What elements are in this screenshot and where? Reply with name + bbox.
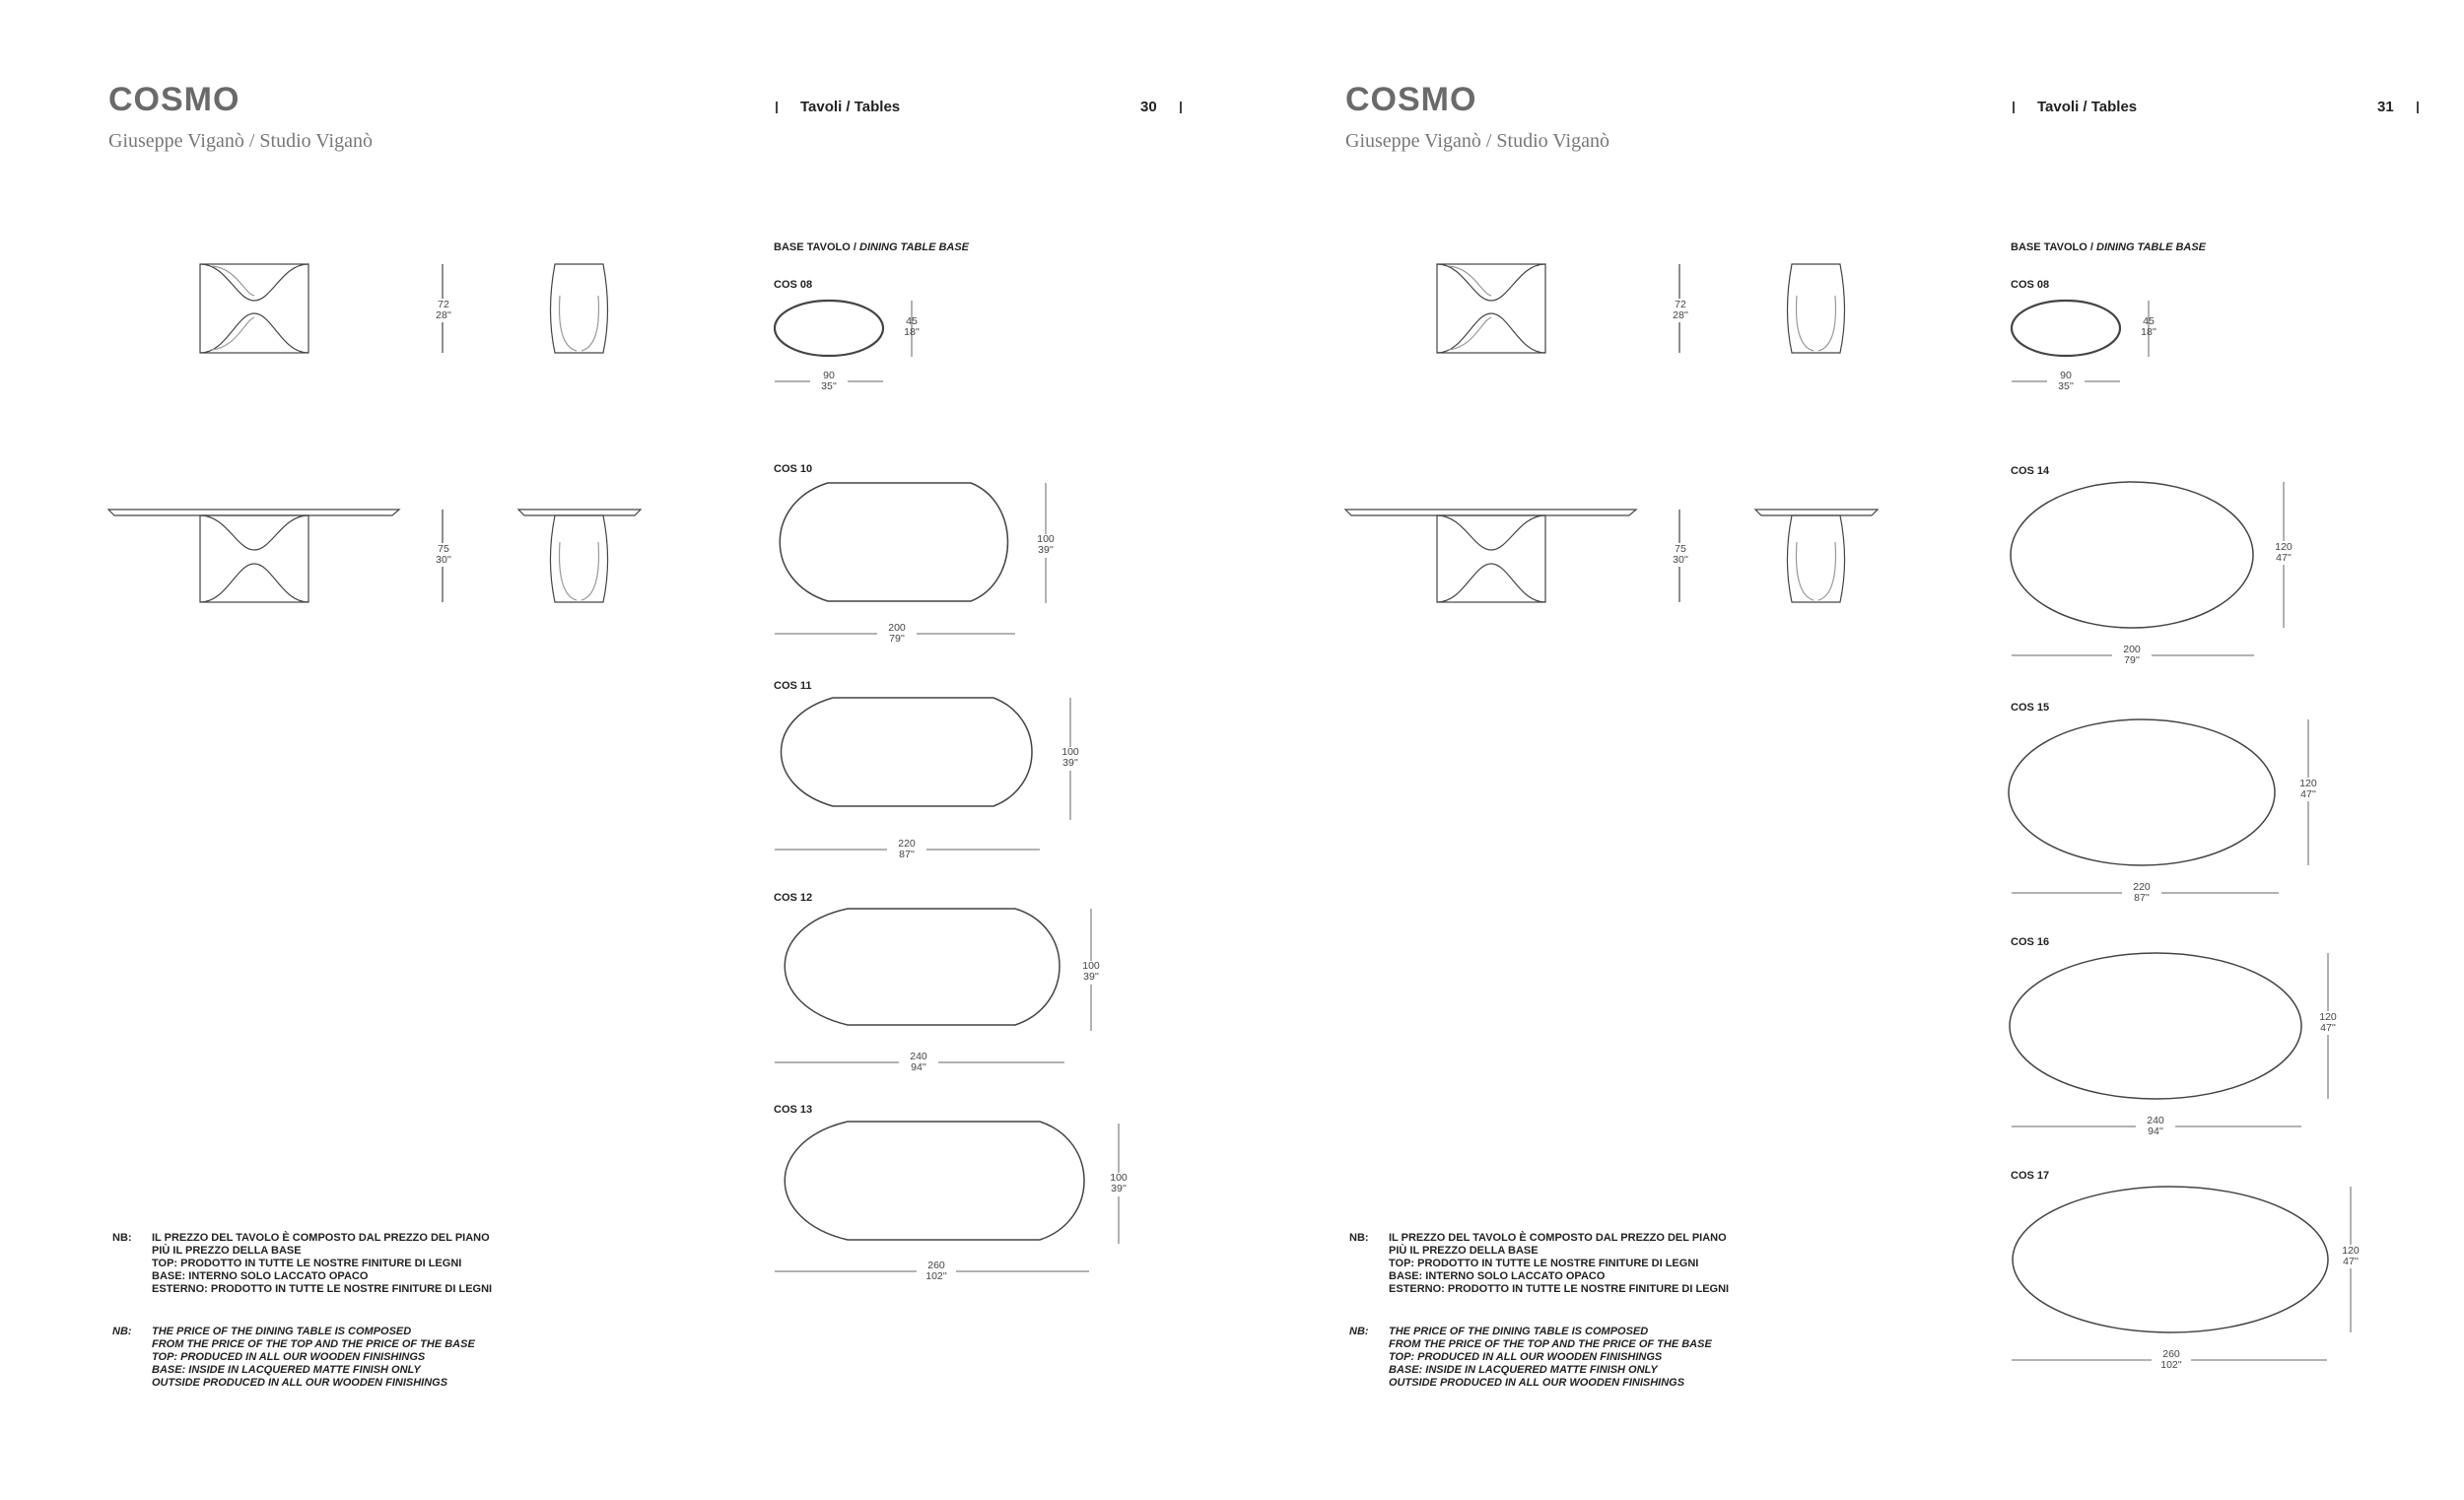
width-dimension: 90 35'' (821, 370, 837, 392)
depth-dimension: 100 39'' (1110, 1172, 1128, 1194)
top-cos-08 (2012, 301, 2120, 356)
total-height-dimension: 75 30'' (1673, 543, 1688, 566)
base-side-view (1788, 264, 1845, 353)
base-heading: BASE TAVOLO / DINING TABLE BASE (2011, 241, 2207, 253)
depth-dimension: 45 18'' (904, 315, 920, 338)
page-number: 31 (2377, 99, 2394, 115)
width-dimension: 220 87'' (2133, 881, 2151, 904)
base-front-view (1437, 264, 1545, 353)
base-height-dimension: 72 28'' (436, 299, 451, 321)
depth-dimension: 120 47'' (2275, 541, 2293, 564)
width-dimension: 90 35'' (2058, 370, 2074, 392)
top-cos-16 (2010, 953, 2301, 1099)
depth-dimension: 100 39'' (1037, 533, 1055, 556)
width-dimension: 200 79'' (2123, 644, 2141, 666)
top-cos-15 (2009, 719, 2275, 865)
table-code: COS 08 (774, 279, 813, 291)
table-side-view (518, 510, 641, 602)
table-code: COS 13 (774, 1104, 813, 1116)
depth-dimension: 120 47'' (2319, 1011, 2337, 1034)
total-height-dimension: 75 30'' (436, 543, 451, 566)
depth-dimension: 45 18'' (2141, 315, 2156, 338)
table-code: COS 14 (2011, 465, 2050, 477)
section-label: Tavoli / Tables (800, 99, 901, 115)
top-cos-12 (785, 909, 1060, 1025)
top-cos-13 (785, 1122, 1084, 1240)
top-cos-08 (775, 301, 883, 356)
table-code: COS 15 (2011, 702, 2050, 714)
top-cos-14 (2011, 482, 2253, 628)
catalog-page-30: COSMO Giuseppe Viganò / Studio Viganò Tavoli / Tables 30 72 28'' 75 30'' BASE TAVOLO / DINING TABLE BASE COS 08 45 18'' 90 35'' COS 10 100 39'' 200 79'' COS 11 100 39'' 220 87'' COS 12 100 39'' 240 94'' COS 13 100 39'' 260 102'' NB: IL PREZZO DEL TAVOLO È COMPOSTO DAL PREZZO DEL PIANO PIÙ IL PREZZO DELLA BASE TOP: PRODOTTO IN TUTTE LE NOSTRE FINITURE DI LEGNI BASE: INTERNO SOLO LACCATO OPACO ESTERNO: PRODOTTO IN TUTTE LE NOSTRE FINITURE DI LEGNI NB: THE PRICE OF THE DINING TABLE IS COMPOSED FROM THE PRICE OF THE TOP AND THE PRICE OF THE BASE TOP: PRODUCED IN ALL OUR WOODEN FINISHINGS BASE: INSIDE IN LACQUERED MATTE FINISH ONLY OUTSIDE PRODUCED IN ALL OUR WOODEN FINISHINGS (0, 0, 1232, 1500)
base-front-view (200, 264, 308, 353)
table-code: COS 08 (2011, 279, 2050, 291)
catalog-page-31: COSMO Giuseppe Viganò / Studio Viganò Tavoli / Tables 31 72 28'' 75 30'' BASE TAVOLO / DINING TABLE BASE COS 08 45 18'' 90 35'' COS 14 120 47'' 200 79'' COS 15 120 47'' 220 87'' COS 16 120 47'' 240 94'' COS 17 120 47'' 260 102'' NB: IL PREZZO DEL TAVOLO È COMPOSTO DAL PREZZO DEL PIANO PIÙ IL PREZZO DELLA BASE TOP: PRODOTTO IN TUTTE LE NOSTRE FINITURE DI LEGNI BASE: INTERNO SOLO LACCATO OPACO ESTERNO: PRODOTTO IN TUTTE LE NOSTRE FINITURE DI LEGNI NB: THE PRICE OF THE DINING TABLE IS COMPOSED FROM THE PRICE OF THE TOP AND THE PRICE OF THE BASE TOP: PRODUCED IN ALL OUR WOODEN FINISHINGS BASE: INSIDE IN LACQUERED MATTE FINISH ONLY OUTSIDE PRODUCED IN ALL OUR WOODEN FINISHINGS (1237, 0, 2464, 1500)
table-front-view (108, 510, 399, 602)
base-heading: BASE TAVOLO / DINING TABLE BASE (774, 241, 970, 253)
table-code: COS 11 (774, 680, 812, 692)
depth-dimension: 100 39'' (1082, 960, 1100, 983)
product-title: COSMO (108, 81, 240, 118)
table-code: COS 16 (2011, 936, 2050, 948)
table-code: COS 12 (774, 892, 813, 904)
depth-dimension: 120 47'' (2342, 1245, 2360, 1267)
top-cos-10 (780, 483, 1007, 601)
table-side-view (1755, 510, 1878, 602)
width-dimension: 260 102'' (2160, 1348, 2182, 1371)
table-code: COS 10 (774, 463, 813, 475)
width-dimension: 240 94'' (2147, 1115, 2164, 1137)
top-cos-11 (782, 698, 1033, 806)
width-dimension: 220 87'' (898, 838, 916, 860)
page-number: 30 (1140, 99, 1157, 115)
table-front-view (1345, 510, 1636, 602)
designer-name: Giuseppe Viganò / Studio Viganò (108, 130, 373, 152)
base-height-dimension: 72 28'' (1673, 299, 1688, 321)
depth-dimension: 120 47'' (2299, 778, 2317, 800)
width-dimension: 260 102'' (925, 1260, 947, 1282)
product-title: COSMO (1345, 81, 1477, 118)
depth-dimension: 100 39'' (1061, 746, 1079, 769)
top-cos-17 (2013, 1187, 2328, 1332)
section-label: Tavoli / Tables (2037, 99, 2138, 115)
width-dimension: 200 79'' (888, 622, 906, 645)
designer-name: Giuseppe Viganò / Studio Viganò (1345, 130, 1609, 152)
table-code: COS 17 (2011, 1170, 2050, 1182)
base-side-view (551, 264, 608, 353)
width-dimension: 240 94'' (910, 1051, 927, 1073)
